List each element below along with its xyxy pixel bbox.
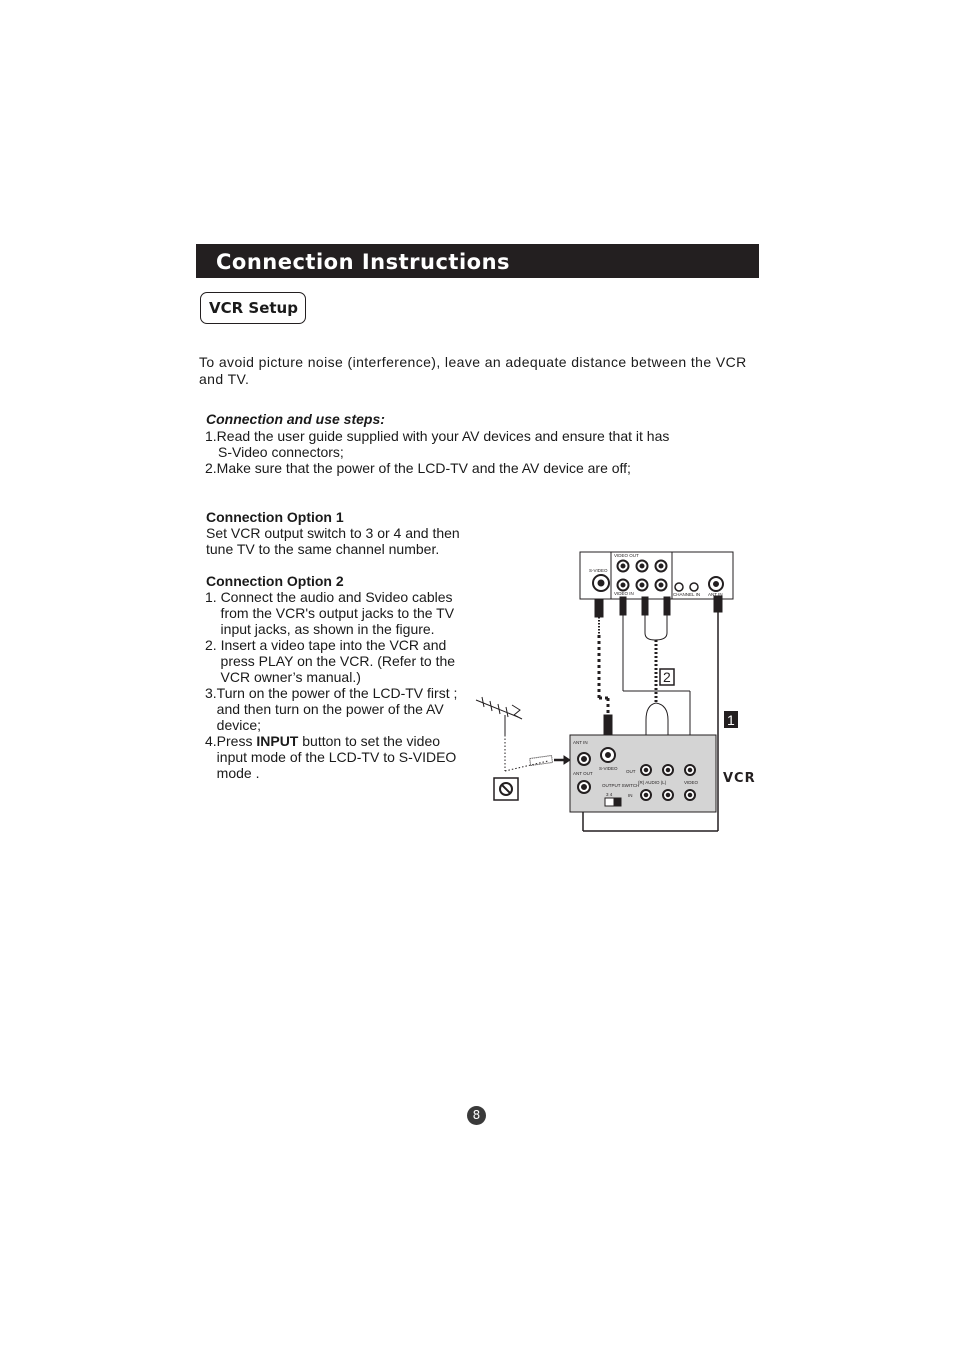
vcr-switch-values: 3 4	[606, 792, 613, 797]
section-label: VCR Setup	[209, 299, 298, 317]
vcr-out-label: OUT	[626, 769, 636, 774]
option-2-line: input jacks, as shown in the figure.	[205, 621, 435, 637]
step-4-prefix: 4.Press	[205, 733, 257, 749]
step-1-line-2: S-Video connectors;	[218, 444, 344, 460]
wall-outlet-icon	[494, 778, 518, 800]
option-2-line: 2. Insert a video tape into the VCR and	[205, 637, 447, 653]
step-4-rest: button to set the video	[298, 733, 441, 749]
page-title: Connection Instructions	[216, 250, 511, 274]
marker-two-label: 2	[663, 669, 671, 685]
option-1-heading: Connection Option 1	[206, 509, 344, 525]
tv-video-out-label: VIDEO OUT	[614, 553, 639, 558]
vcr-label: VCR	[723, 771, 756, 786]
vcr-ant-in-label: ANT IN	[573, 740, 588, 745]
option-2-line: 3.Turn on the power of the LCD-TV first ;	[205, 685, 458, 701]
vcr-output-switch-label: OUTPUT SWITCH	[602, 783, 640, 788]
step-2: 2.Make sure that the power of the LCD-TV and the AV device are off;	[205, 460, 631, 476]
vcr-audio-label: (R) AUDIO (L)	[638, 780, 667, 785]
vcr-in-label: IN	[628, 793, 633, 798]
step-1-line-1: 1.Read the user guide supplied with your AV devices and ensure that it has	[205, 428, 670, 444]
option-1-block	[206, 509, 460, 557]
option-2-line: press PLAY on the VCR. (Refer to the	[205, 653, 456, 669]
intro-paragraph: To avoid picture noise (interference), leave an adequate distance between the VCR and TV.	[199, 354, 747, 387]
svideo-cable	[595, 599, 612, 735]
title-bar	[196, 244, 759, 278]
option-2-line: and then turn on the power of the AV	[205, 701, 444, 717]
tv-svideo-label: S-VIDEO	[589, 568, 608, 573]
vcr-ant-out-label: ANT OUT	[573, 771, 593, 776]
option-2-line: from the VCR's output jacks to the TV	[205, 605, 455, 621]
tv-video-in-label: VIDEO IN	[614, 591, 634, 596]
input-button-name: INPUT	[256, 733, 299, 749]
option-2-line: mode .	[205, 765, 260, 781]
tv-ant-in-label: ANT IN	[708, 592, 723, 597]
vcr-video-label: VIDEO	[684, 780, 699, 785]
marker-one	[724, 711, 738, 728]
option-2-line: device;	[205, 717, 262, 733]
vcr-svideo-label: S-VIDEO	[599, 766, 618, 771]
option-2-line: VCR owner’s manual.)	[205, 669, 361, 685]
section-label-box	[200, 292, 306, 324]
marker-two	[660, 669, 674, 685]
option-2-block	[205, 573, 485, 781]
marker-one-label: 1	[727, 712, 735, 728]
option-2-line: 1. Connect the audio and Svideo cables	[205, 589, 453, 605]
tv-channel-label: CHANNEL IN	[673, 592, 701, 597]
antenna-icon	[476, 697, 570, 771]
option-2-step-4	[205, 733, 485, 749]
option-2-line: input mode of the LCD-TV to S-VIDEO	[205, 749, 457, 765]
connection-diagram	[468, 545, 768, 835]
option-1-line-1: Set VCR output switch to 3 or 4 and then	[206, 525, 460, 541]
steps-heading: Connection and use steps:	[206, 411, 385, 427]
option-2-heading: Connection Option 2	[206, 573, 344, 589]
page-number-badge: 8	[467, 1106, 486, 1125]
option-1-line-2: tune TV to the same channel number.	[206, 541, 440, 557]
